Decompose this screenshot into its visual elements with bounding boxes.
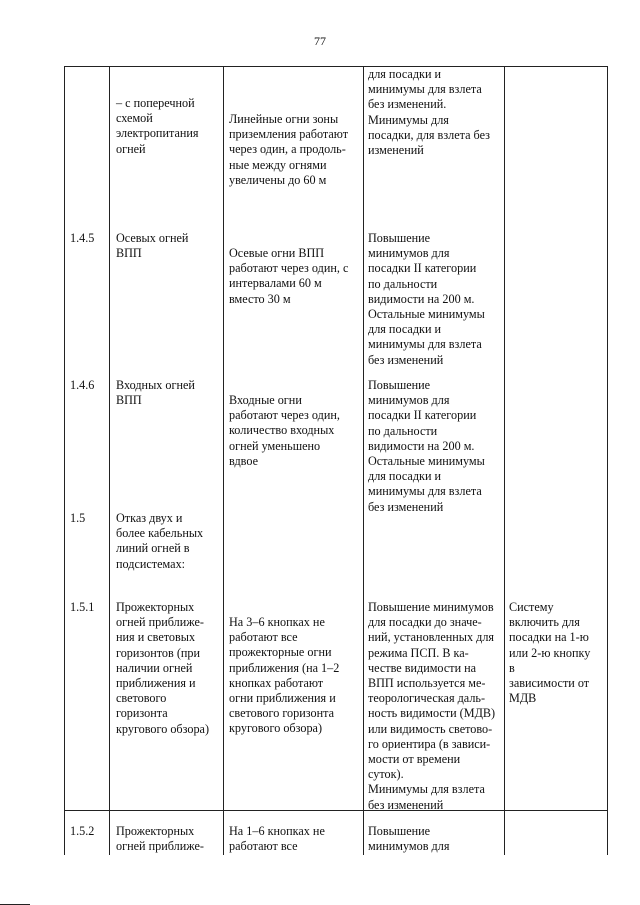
row-item-cell: Прожекторных огней приближе-	[116, 824, 204, 854]
row-item-cell: – с поперечной схемой электропитания огней	[116, 96, 199, 156]
table-top-border	[64, 66, 608, 67]
table-left-border	[64, 66, 65, 855]
row-number: 1.5.2	[70, 824, 95, 838]
row-number: 1.5.1	[70, 600, 95, 614]
column-divider	[363, 66, 364, 855]
row-item-cell: Прожекторных огней приближе- ния и световых горизонтов (при наличии огней приближения и светового горизонта кругового обзора)	[116, 600, 210, 736]
column-divider	[223, 66, 224, 855]
row-change-cell: На 1–6 кнопках не работают все	[229, 824, 325, 854]
row-number: 1.4.5	[70, 231, 95, 245]
page-number: 77	[314, 34, 326, 48]
row-item-cell: Осевых огней ВПП	[116, 231, 189, 261]
row-minimums-cell: Повышение минимумов для посадки II категории по дальности видимости на 200 м. Остальные минимумы для посадки и минимумы для взлета без изменений	[368, 378, 485, 514]
row-minimums-cell: Повышение минимумов для	[368, 824, 450, 854]
row-number: 1.4.6	[70, 378, 95, 392]
column-divider	[109, 66, 110, 855]
row-change-cell: Линейные огни зоны приземления работают через один, а продоль- ные между огнями увеличены до 60 м	[229, 112, 349, 187]
row-item-cell: Входных огней ВПП	[116, 378, 195, 408]
table-right-border	[607, 66, 608, 855]
row-change-cell: На 3–6 кнопках не работают все прожекторные огни приближения (на 1–2 кнопках работают огни приближения и светового горизонта кругового обзора)	[229, 615, 340, 736]
row-change-cell: Входные огни работают через один, количество входных огней уменьшено вдвое	[229, 393, 340, 468]
row-minimums-cell: Повышение минимумов для посадки до значе- ний, установленных для режима ПСП. В ка- честве видимости на ВПП используется ме- теорологическая даль- ность видимости (МДВ) или видимость светово- го ориентира (в зависи- мости от времени суток). Минимумы для взлета без изменений	[368, 600, 496, 812]
column-divider	[504, 66, 505, 855]
row-number: 1.5	[70, 511, 86, 525]
row-divider	[64, 810, 608, 811]
row-item-cell: Отказ двух и более кабельных линий огней в подсистемах:	[116, 511, 204, 571]
row-change-cell: Осевые огни ВПП работают через один, с интервалами 60 м вместо 30 м	[229, 246, 349, 306]
row-minimums-cell: для посадки и минимумы для взлета без изменений. Минимумы для посадки, для взлета без изменений	[368, 67, 490, 158]
row-minimums-cell: Повышение минимумов для посадки II категории по дальности видимости на 200 м. Остальные минимумы для посадки и минимумы для взлета без изменений	[368, 231, 485, 367]
row-note-cell: Систему включить для посадки на 1-ю или 2-ю кнопку в зависимости от МДВ	[509, 600, 591, 706]
